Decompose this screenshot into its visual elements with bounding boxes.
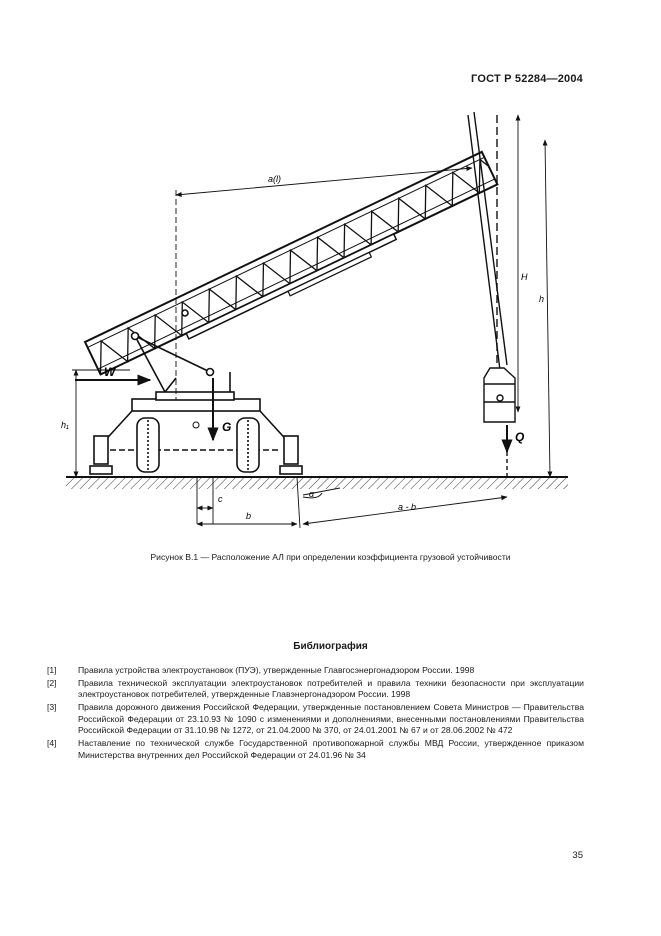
bibliography-list bbox=[47, 665, 584, 763]
label-a-minus-b: a - b bbox=[398, 502, 417, 512]
item-number: [3] bbox=[47, 702, 57, 713]
label-c: c bbox=[218, 494, 223, 504]
item-text: Правила дорожного движения Российской Федерации, утвержденные постановлением Совета Министров — Правительства Российской Федерации от 23.10.93 № 1090 с изменениями и дополнениями, внесенными постановлениями Правительства Российской Федерации от 31.10.98 № 1272, от 21.04.2000 № 370, от 24.01.2001 № 67 и от 28.06.2002 № 472 bbox=[78, 702, 584, 736]
label-Q: Q bbox=[515, 430, 525, 444]
label-h: h bbox=[539, 294, 545, 304]
label-alpha: α bbox=[309, 489, 315, 499]
bibliography-title: Библиография bbox=[293, 641, 368, 652]
bibliography-item bbox=[47, 738, 584, 761]
wind-force bbox=[75, 365, 150, 380]
page-number: 35 bbox=[572, 850, 583, 861]
item-number: [2] bbox=[47, 677, 57, 688]
figure-caption: Рисунок В.1 — Расположение АЛ при определении коэффициента грузовой устойчивости bbox=[150, 552, 511, 562]
item-text: Наставление по технической службе Государственной противопожарной службы МВД России, утвержденное приказом Министерства внутренних дел Российской Федерации от 24.01.96 № 34 bbox=[78, 738, 584, 760]
ladder-boom bbox=[85, 152, 502, 385]
item-text: Правила технической эксплуатации электроустановок потребителей и правила техники безопасности при эксплуатации электроустановок потребителей, утвержденные Главэнергонадзором России. 1998 bbox=[78, 677, 584, 700]
label-W: W bbox=[104, 365, 116, 379]
load-cradle bbox=[468, 112, 515, 477]
label-h1: h₁ bbox=[61, 420, 69, 430]
item-text: Правила устройства электроустановок (ПУЭ), утвержденные Главгосэнергонадзором России. 1998 bbox=[78, 665, 475, 675]
bibliography-item bbox=[47, 678, 584, 701]
label-b: b bbox=[246, 511, 252, 521]
label-a-l: a(l) bbox=[268, 174, 281, 184]
item-number: [1] bbox=[47, 665, 57, 675]
label-G: G bbox=[222, 420, 232, 434]
document-code: ГОСТ Р 52284—2004 bbox=[471, 73, 583, 85]
bibliography-item bbox=[47, 702, 584, 737]
ground bbox=[66, 477, 568, 489]
item-number: [4] bbox=[47, 738, 57, 749]
bibliography-item bbox=[47, 665, 584, 677]
label-H: H bbox=[521, 272, 528, 282]
